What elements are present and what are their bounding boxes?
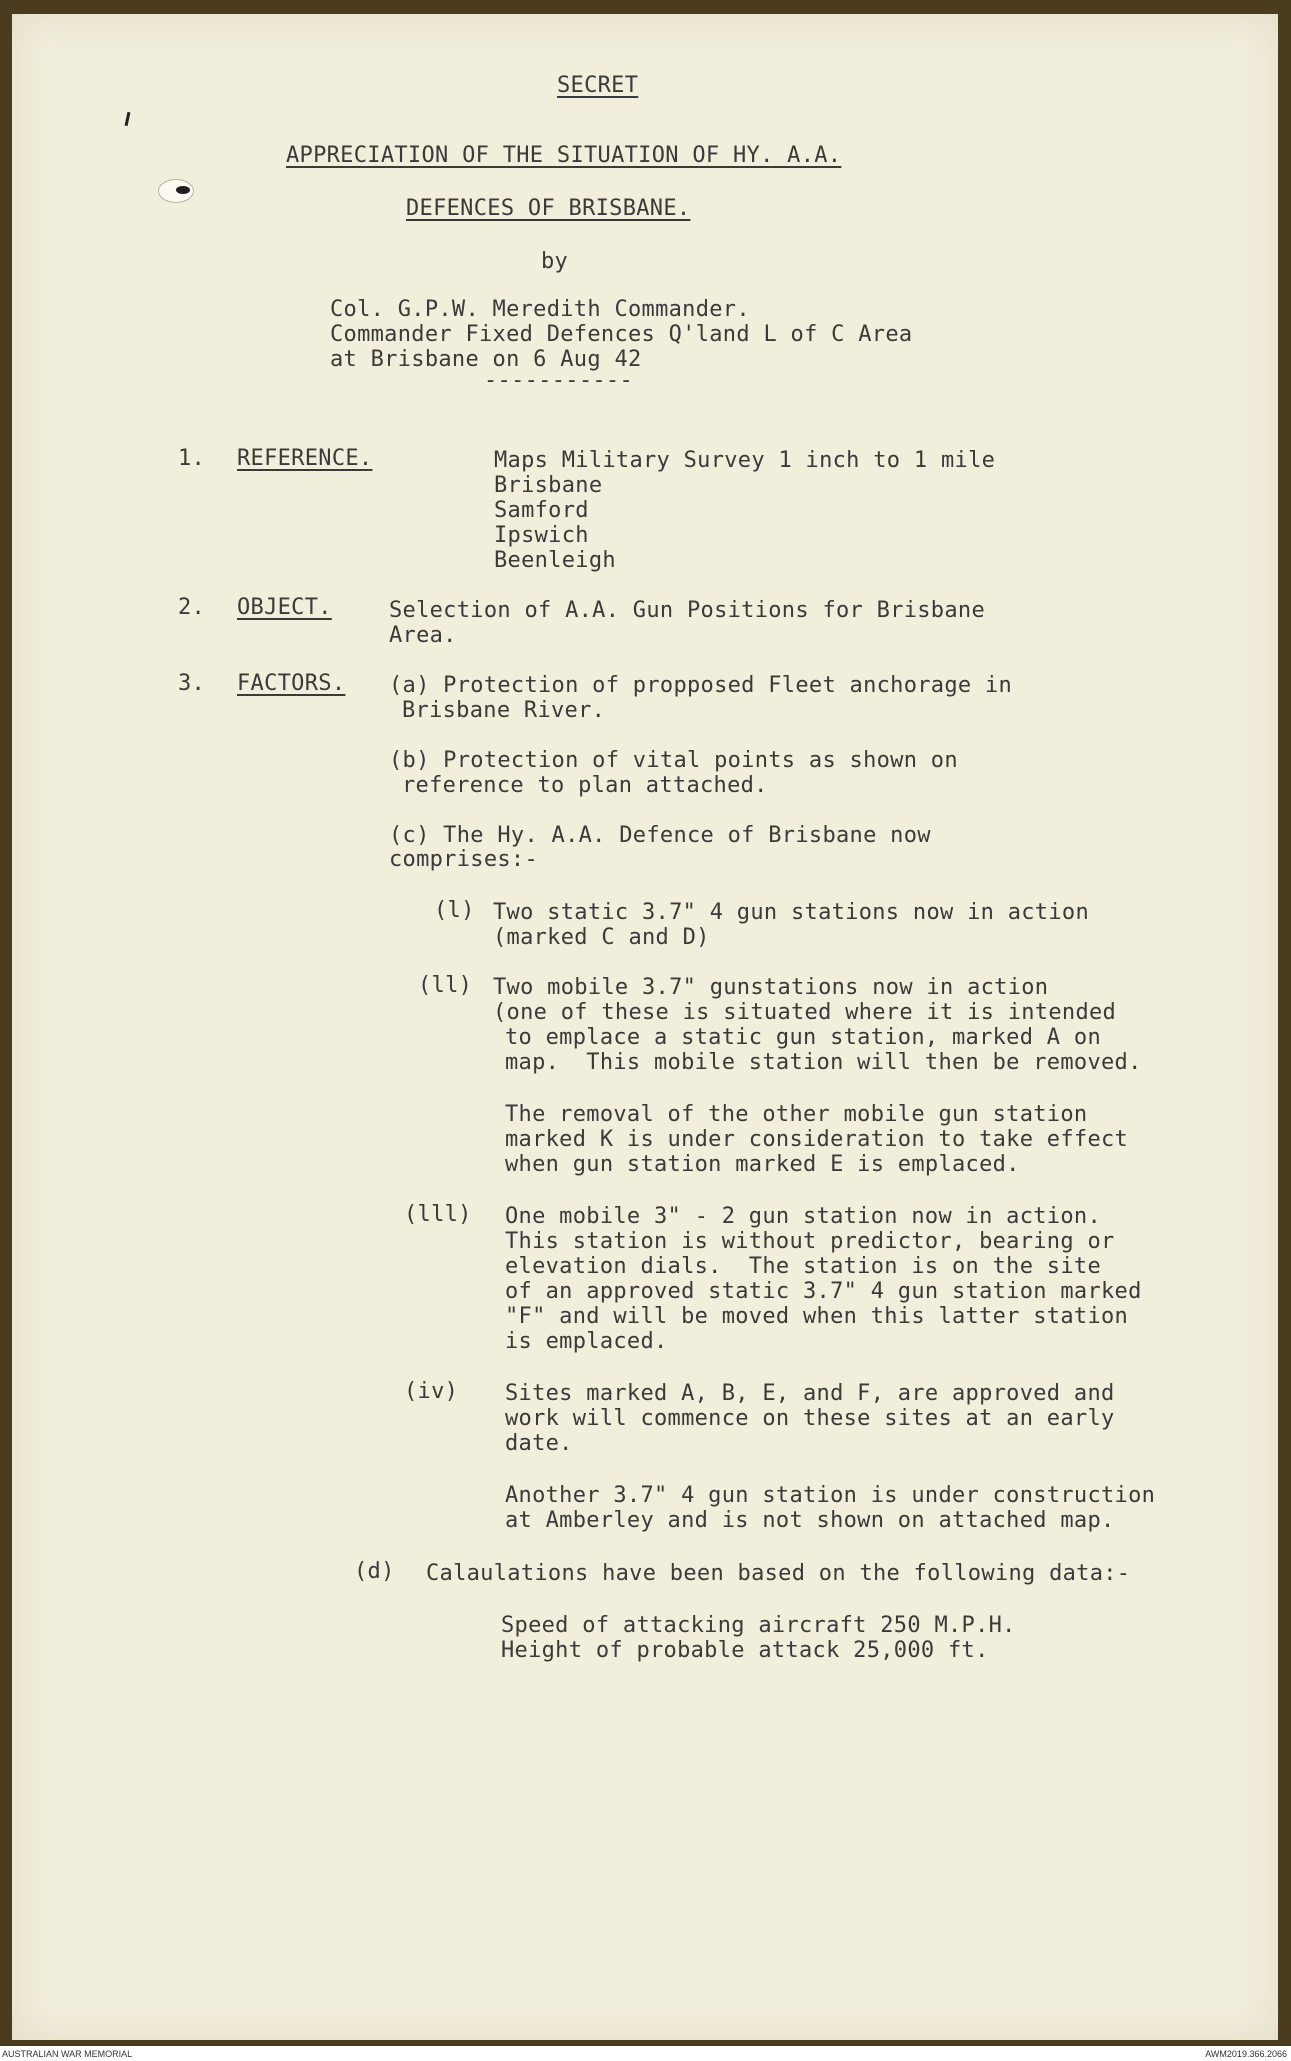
factor-c-line: comprises:- — [389, 847, 538, 872]
section-heading: REFERENCE. — [237, 446, 373, 471]
factor-b-line: reference to plan attached. — [402, 773, 768, 798]
section-number: 2. — [178, 595, 206, 620]
reference-line: Beenleigh — [494, 548, 616, 573]
factor-a-line: (a) Protection of propposed Fleet anchorage in — [389, 673, 1013, 698]
document-page — [12, 14, 1278, 2040]
item-i-line: (marked C and D) — [493, 925, 710, 950]
item-ii-line: map. This mobile station will then be removed. — [505, 1050, 1142, 1075]
item-iii-line: "F" and will be moved when this latter station — [505, 1304, 1129, 1329]
author-line-2: Commander Fixed Defences Q'land L of C Area — [330, 322, 913, 347]
section-number: 3. — [178, 671, 206, 696]
footer-reference: AWM2019.366.2066 — [1205, 2049, 1287, 2059]
item-iv-note-line: Another 3.7" 4 gun station is under construction — [505, 1483, 1156, 1508]
item-iii-line: of an approved static 3.7" 4 gun station marked — [505, 1279, 1142, 1304]
factor-b-line: (b) Protection of vital points as shown on — [389, 748, 958, 773]
document-title-line-1: APPRECIATION OF THE SITUATION OF HY. A.A. — [286, 143, 842, 168]
item-ii-line: to emplace a static gun station, marked A on — [505, 1025, 1101, 1050]
item-iii-line: One mobile 3" - 2 gun station now in action. — [505, 1204, 1101, 1229]
item-label: (lll) — [404, 1202, 472, 1227]
item-iii-line: This station is without predictor, bearing or — [505, 1229, 1115, 1254]
section-number: 1. — [178, 446, 206, 471]
item-ii-note-line: The removal of the other mobile gun station — [505, 1102, 1088, 1127]
item-label: (l) — [434, 898, 475, 923]
by-line: by — [541, 249, 569, 274]
item-iii-line: is emplaced. — [505, 1329, 668, 1354]
header-rule: ----------- — [484, 368, 633, 393]
item-ii-note-line: marked K is under consideration to take effect — [505, 1127, 1129, 1152]
document-title-line-2: DEFENCES OF BRISBANE. — [406, 196, 691, 221]
archive-footer — [0, 2048, 1291, 2061]
factor-d-line: Calaulations have been based on the following data:- — [426, 1561, 1131, 1586]
reference-line: Samford — [494, 498, 589, 523]
factor-a-line: Brisbane River. — [402, 698, 606, 723]
item-iii-line: elevation dials. The station is on the site — [505, 1254, 1101, 1279]
reference-line: Brisbane — [494, 473, 603, 498]
item-iv-note-line: at Amberley and is not shown on attached map. — [505, 1508, 1115, 1533]
ink-mark — [125, 112, 131, 126]
author-line-3: at Brisbane on 6 Aug 42 — [330, 347, 642, 372]
reference-line: Maps Military Survey 1 inch to 1 mile — [494, 448, 996, 473]
item-label: (ll) — [418, 973, 473, 998]
object-line: Area. — [389, 623, 457, 648]
factor-c-line: (c) The Hy. A.A. Defence of Brisbane now — [389, 823, 931, 848]
section-heading: OBJECT. — [237, 595, 332, 620]
reference-line: Ipswich — [494, 523, 589, 548]
item-ii-note-line: when gun station marked E is emplaced. — [505, 1152, 1020, 1177]
item-iv-line: date. — [505, 1431, 573, 1456]
item-iv-line: Sites marked A, B, E, and F, are approved and — [505, 1381, 1115, 1406]
item-i-line: Two static 3.7" 4 gun stations now in action — [493, 900, 1089, 925]
data-line: Height of probable attack 25,000 ft. — [501, 1638, 989, 1663]
author-line-1: Col. G.P.W. Meredith Commander. — [330, 297, 750, 322]
item-label: (d) — [354, 1559, 395, 1584]
item-label: (iv) — [404, 1379, 459, 1404]
data-line: Speed of attacking aircraft 250 M.P.H. — [501, 1613, 1016, 1638]
footer-institution: AUSTRALIAN WAR MEMORIAL — [2, 2049, 133, 2059]
item-ii-line: Two mobile 3.7" gunstations now in action — [493, 975, 1049, 1000]
classification: SECRET — [557, 73, 639, 98]
object-line: Selection of A.A. Gun Positions for Brisbane — [389, 598, 985, 623]
item-iv-line: work will commence on these sites at an early — [505, 1406, 1115, 1431]
section-heading: FACTORS. — [237, 671, 346, 696]
punch-hole-mark — [176, 186, 190, 194]
item-ii-line: (one of these is situated where it is intended — [493, 1000, 1117, 1025]
